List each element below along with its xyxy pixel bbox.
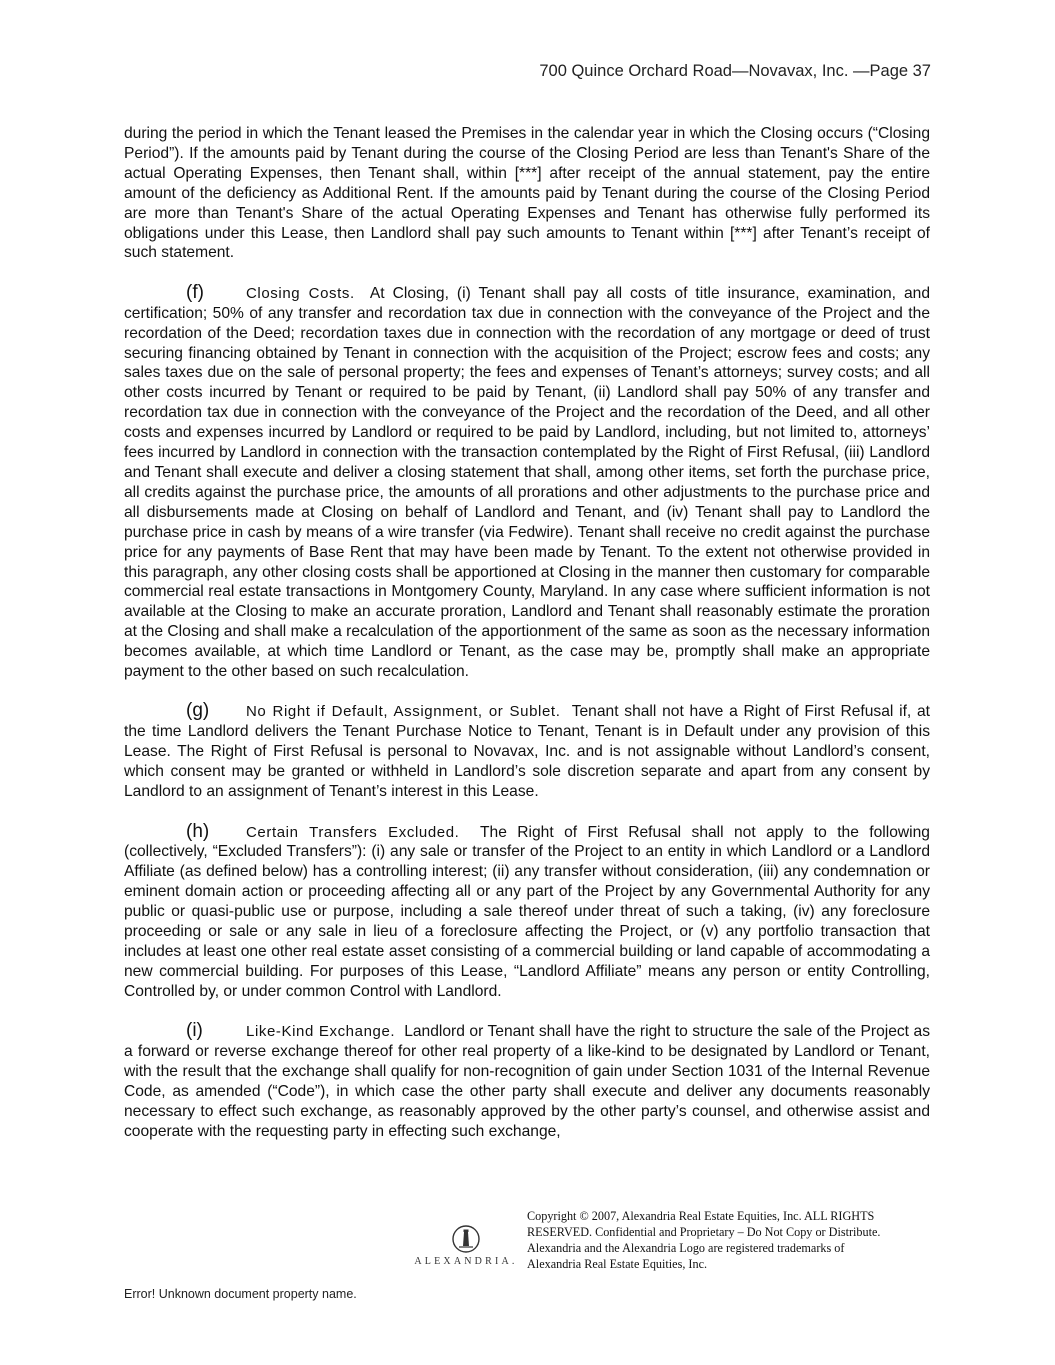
- paragraph-f-closing-costs: [124, 283, 930, 682]
- section-heading: Closing Costs.: [246, 284, 355, 302]
- paragraph-continuation: during the period in which the Tenant leased the Premises in the calendar year in which the Closing occurs (“Closing Period”). If the amounts paid by Tenant during the course of the Closing Period are less than Tenant's Share of the actual Operating Expenses, then Tenant shall, within [***] after receipt of the annual statement, pay the entire amount of the deficiency as Additional Rent. If the amounts paid by Tenant during the course of the Closing Period are more than Tenant's Share of the actual Operating Expenses and Tenant has otherwise fully performed its obligations under this Lease, then Landlord shall pay such amounts to Tenant within [***] after Tenant’s receipt of such statement.: [124, 125, 930, 262]
- section-text: Tenant shall not have a Right of First Refusal if, at the time Landlord delivers the Tenant Purchase Notice to Tenant, Tenant is in Default under any provision of this Lease. The Right of First Refusal is personal to Novavax, Inc. and is not assignable without Landlord’s consent, which consent may be granted or withheld in Landlord’s sole discretion separate and apart from any consent by Landlord to an assignment of Tenant’s interest in this Lease.: [124, 703, 931, 801]
- section-marker: (i): [186, 1020, 203, 1042]
- section-marker: (h): [186, 820, 210, 842]
- paragraph-i-like-kind-exchange: [124, 1021, 930, 1141]
- alexandria-lighthouse-logo-icon: [450, 1224, 482, 1254]
- copyright-notice: Copyright © 2007, Alexandria Real Estate Equities, Inc. ALL RIGHTS RESERVED. Confidential and Proprietary – Do Not Copy or Distribute. Alexandria and the Alexandria Logo are registered trademarks of Alexandria Real Estate Equities, Inc.: [527, 1209, 881, 1271]
- paragraph-g-no-right-if-default: [124, 701, 930, 802]
- section-text: At Closing, (i) Tenant shall pay all costs of title insurance, examination, and certification; 50% of any transfer and recordation tax due in connection with the conveyance of the Project and the recordation of the Deed; recordation taxes due in connection with the recordation of any mortgage or deed of trust securing financing obtained by Tenant in connection with the acquisition of the Project; escrow fees and costs; any sales taxes due on the sale of personal property; the fees and expenses of Tenant’s attorneys; survey costs; and all other costs incurred by Tenant or required to be paid by Tenant, (ii) Landlord shall pay 50% of any transfer and recordation tax due in connection with the conveyance of the Project and the recordation of the Deed, and all other costs and expenses incurred by Landlord or required to be paid by Landlord, including, but not limited to, attorneys’ fees incurred by Landlord in connection with the transaction contemplated by the Right of First Refusal, (iii) Landlord and Tenant shall execute and deliver a closing statement that shall, among other items, set forth the purchase price, all credits against the purchase price, the amounts of all prorations and other adjustments to the purchase price and all disbursements made at Closing on behalf of Landlord and Tenant, and (iv) Tenant shall pay to Landlord the purchase price in cash by means of a wire transfer (via Fedwire). Tenant shall receive no credit against the purchase price for any payments of Base Rent that may have been made by Tenant. To the extent not otherwise provided in this paragraph, any other closing costs shall be apportioned at Closing in the manner then customary for comparable commercial real estate transactions in Montgomery County, Maryland. In any case where sufficient information is not available at the Closing to make an accurate proration, Landlord and Tenant shall reasonably estimate the proration at the Closing and shall make a recalculation of the apportionment of the same as soon as the necessary information becomes available, at which time Landlord or Tenant, as the case may be, promptly shall make an appropriate payment to the other based on such recalculation.: [124, 284, 930, 681]
- section-marker: (g): [186, 700, 210, 722]
- lease-body: [124, 124, 930, 1161]
- section-heading: Like-Kind Exchange.: [246, 1023, 396, 1041]
- section-marker: (f): [186, 281, 204, 303]
- footer: [408, 1208, 928, 1278]
- section-heading: Certain Transfers Excluded.: [246, 823, 460, 841]
- section-text: Landlord or Tenant shall have the right to structure the sale of the Project as a forward or reverse exchange thereof for other real property of a like-kind to be designated by Landlord or Tenant, with the result that the exchange shall qualify for non-recognition of gain under Section 1031 of the Internal Revenue Code, as amended (“Code”), in which case the other party shall execute and deliver any documents reasonably necessary to effect such exchange, as reasonably approved by the other party’s counsel, and otherwise assist and cooperate with the requesting party in effecting such exchange,: [124, 1023, 930, 1140]
- logo-wordmark: ALEXANDRIA.: [414, 1256, 518, 1267]
- running-header: 700 Quince Orchard Road—Novavax, Inc. —Page 37: [539, 62, 931, 80]
- section-heading: No Right if Default, Assignment, or Sublet.: [246, 703, 561, 721]
- section-text: The Right of First Refusal shall not apply to the following (collectively, “Excluded Transfers”): (i) any sale or transfer of the Project to an entity in which Landlord or a Landlord Affiliate (as defined below) has a controlling interest; (ii) any transfer without consideration, (iii) any condemnation or eminent domain action or proceeding affecting all or any part of the Project by any Governmental Authority for any public or quasi-public use or purpose, including a sale thereof under threat of such a taking, (iv) any foreclosure proceeding or sale or any sale in lieu of a foreclosure affecting the Project, or (v) any portfolio transaction that includes at least one other real estate asset consisting of a commercial building or land capable of accommodating a new commercial building. For purposes of this Lease, “Landlord Affiliate” means any person or entity Controlling, Controlled by, or under common Control with Landlord.: [124, 823, 930, 1000]
- alexandria-logo: [408, 1224, 524, 1267]
- paragraph-h-certain-transfers-excluded: [124, 822, 930, 1002]
- document-property-error: Error! Unknown document property name.: [124, 1287, 357, 1301]
